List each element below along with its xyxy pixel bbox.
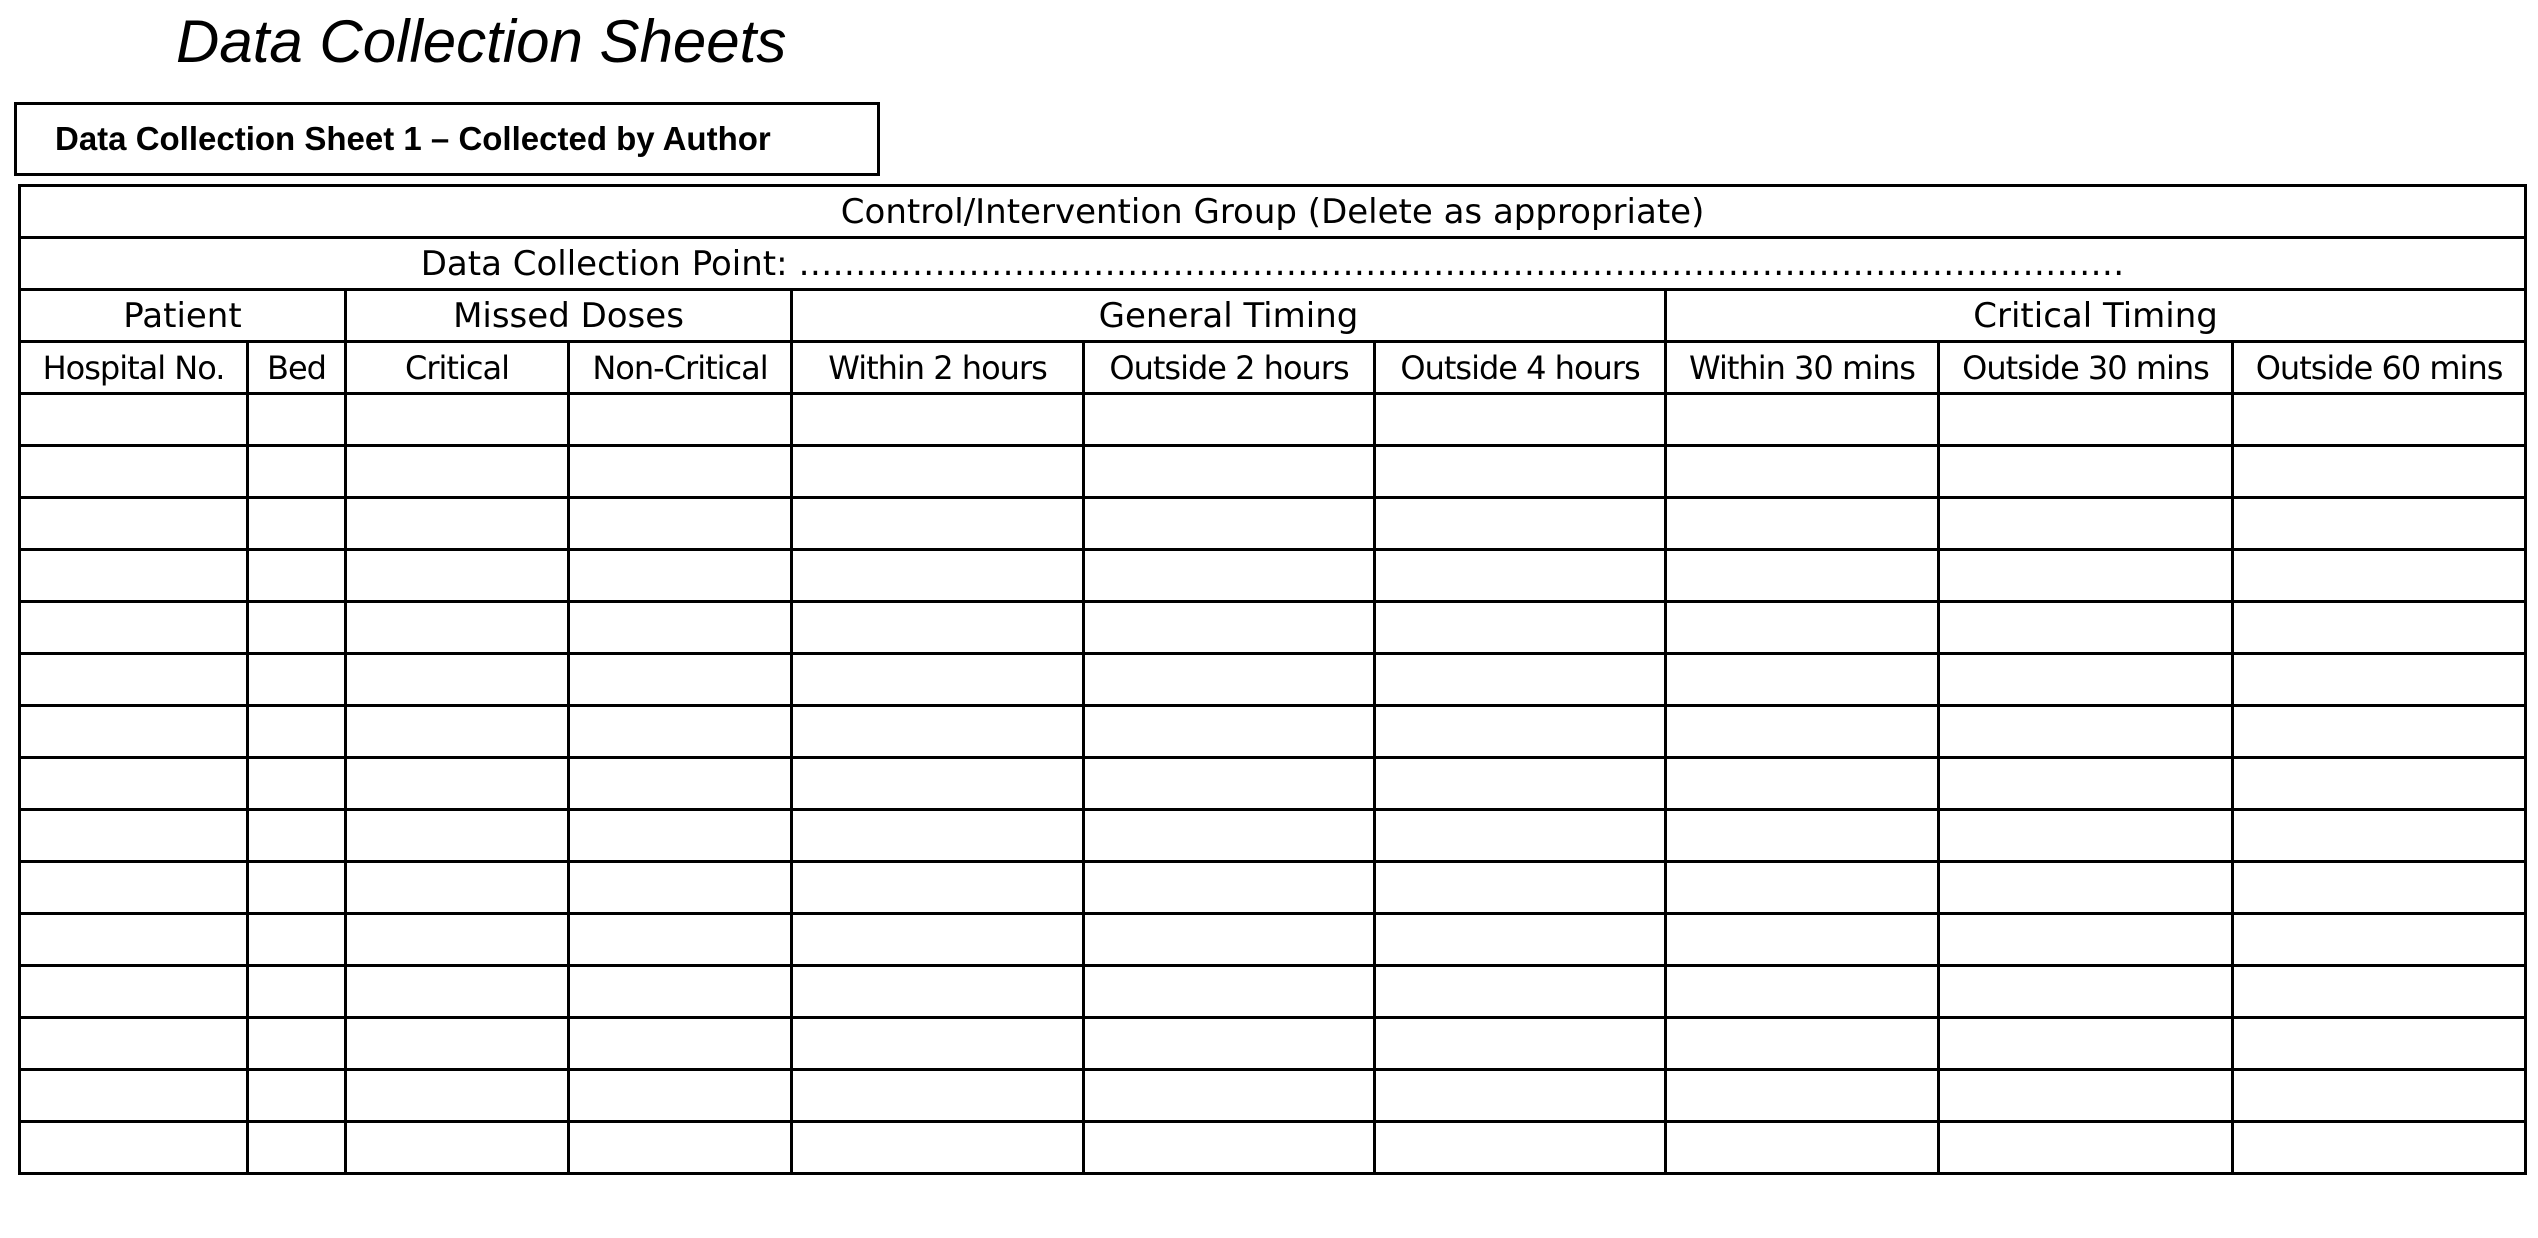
- entry-cell[interactable]: [1666, 914, 1939, 966]
- column-header-within-30-mins: Within 30 mins: [1666, 342, 1939, 394]
- entry-cell[interactable]: [569, 602, 792, 654]
- table-row: [20, 446, 2526, 498]
- entry-cell[interactable]: [792, 914, 1084, 966]
- entry-cell[interactable]: [1666, 810, 1939, 862]
- entry-cell[interactable]: [248, 810, 346, 862]
- entry-cell[interactable]: [1375, 810, 1666, 862]
- entry-cell[interactable]: [1375, 654, 1666, 706]
- entry-cell[interactable]: [2233, 966, 2526, 1018]
- entry-cell[interactable]: [1939, 862, 2233, 914]
- entry-cell[interactable]: [20, 1122, 248, 1174]
- entry-cell[interactable]: [2233, 914, 2526, 966]
- entry-cell[interactable]: [1666, 654, 1939, 706]
- entry-cell[interactable]: [1375, 550, 1666, 602]
- entry-cell[interactable]: [20, 758, 248, 810]
- entry-cell[interactable]: [346, 602, 569, 654]
- entry-cell[interactable]: [346, 1122, 569, 1174]
- entry-cell[interactable]: [1084, 1018, 1375, 1070]
- sheet-label-box: [14, 102, 880, 176]
- entry-cell[interactable]: [1666, 1122, 1939, 1174]
- entry-cell[interactable]: [2233, 550, 2526, 602]
- entry-cell[interactable]: [1375, 446, 1666, 498]
- entry-cell[interactable]: [2233, 1018, 2526, 1070]
- entry-cell[interactable]: [2233, 1122, 2526, 1174]
- entry-cell[interactable]: [1666, 706, 1939, 758]
- entry-cell[interactable]: [569, 758, 792, 810]
- entry-cell[interactable]: [1084, 550, 1375, 602]
- table-row: [20, 862, 2526, 914]
- entry-cell[interactable]: [1375, 758, 1666, 810]
- entry-cell[interactable]: [1084, 706, 1375, 758]
- entry-cell[interactable]: [248, 446, 346, 498]
- entry-cell[interactable]: [792, 446, 1084, 498]
- entry-cell[interactable]: [1375, 602, 1666, 654]
- entry-cell[interactable]: [1375, 862, 1666, 914]
- entry-cell[interactable]: [1375, 1070, 1666, 1122]
- entry-cell[interactable]: [20, 498, 248, 550]
- column-header-outside-2-hours: Outside 2 hours: [1084, 342, 1375, 394]
- entry-cell[interactable]: [248, 1018, 346, 1070]
- entry-cell[interactable]: [1666, 966, 1939, 1018]
- entry-cell[interactable]: [1939, 1018, 2233, 1070]
- column-header-hospital-no: Hospital No.: [20, 342, 248, 394]
- entry-cell[interactable]: [20, 862, 248, 914]
- entry-cell[interactable]: [1375, 706, 1666, 758]
- entry-cell[interactable]: [792, 654, 1084, 706]
- entry-cell[interactable]: [792, 1018, 1084, 1070]
- entry-cell[interactable]: [792, 1122, 1084, 1174]
- entry-cell[interactable]: [1375, 1018, 1666, 1070]
- entry-cell[interactable]: [792, 966, 1084, 1018]
- entry-cell[interactable]: [1939, 758, 2233, 810]
- entry-cell[interactable]: [792, 394, 1084, 446]
- entry-cell[interactable]: [569, 966, 792, 1018]
- entry-cell[interactable]: [569, 810, 792, 862]
- entry-cell[interactable]: [1666, 550, 1939, 602]
- column-header-outside-60-mins: Outside 60 mins: [2233, 342, 2526, 394]
- entry-cell[interactable]: [346, 654, 569, 706]
- entry-cell[interactable]: [1666, 394, 1939, 446]
- table-row: [20, 1122, 2526, 1174]
- entry-cell[interactable]: [2233, 446, 2526, 498]
- entry-cell[interactable]: [569, 706, 792, 758]
- entry-cell[interactable]: [2233, 602, 2526, 654]
- entry-cell[interactable]: [2233, 810, 2526, 862]
- entry-cell[interactable]: [2233, 394, 2526, 446]
- entry-cell[interactable]: [1939, 602, 2233, 654]
- entry-cell[interactable]: [1084, 758, 1375, 810]
- entry-cell[interactable]: [1939, 914, 2233, 966]
- entry-cell[interactable]: [20, 1018, 248, 1070]
- entry-cell[interactable]: [1084, 1070, 1375, 1122]
- entry-cell[interactable]: [1084, 602, 1375, 654]
- entry-cell[interactable]: [1375, 498, 1666, 550]
- entry-cell[interactable]: [248, 1122, 346, 1174]
- entry-cell[interactable]: [346, 446, 569, 498]
- entry-cell[interactable]: [1084, 654, 1375, 706]
- entry-cell[interactable]: [248, 498, 346, 550]
- entry-cell[interactable]: [792, 1070, 1084, 1122]
- collection-point-row: [20, 238, 2526, 290]
- entry-cell[interactable]: [792, 810, 1084, 862]
- entry-cell[interactable]: [1666, 758, 1939, 810]
- group-title-cell: Control/Intervention Group (Delete as appropriate): [20, 186, 2526, 238]
- entry-cell[interactable]: [346, 758, 569, 810]
- entry-cell[interactable]: [248, 758, 346, 810]
- entry-cell[interactable]: [346, 498, 569, 550]
- entry-cell[interactable]: [346, 914, 569, 966]
- data-collection-table: [18, 184, 2527, 1175]
- entry-cell[interactable]: [792, 602, 1084, 654]
- entry-cell[interactable]: [2233, 498, 2526, 550]
- entry-cell[interactable]: [1666, 498, 1939, 550]
- group-header-row: [20, 290, 2526, 342]
- entry-cell[interactable]: [2233, 758, 2526, 810]
- entry-cell[interactable]: [1084, 862, 1375, 914]
- table-row: [20, 914, 2526, 966]
- sheet-label: Data Collection Sheet 1 – Collected by Author: [55, 120, 771, 157]
- entry-cell[interactable]: [1666, 602, 1939, 654]
- entry-cell[interactable]: [346, 966, 569, 1018]
- entry-cell[interactable]: [1375, 1122, 1666, 1174]
- entry-cell[interactable]: [1084, 1122, 1375, 1174]
- table-body: [20, 186, 2526, 1174]
- entry-cell[interactable]: [20, 446, 248, 498]
- entry-cell[interactable]: [1939, 394, 2233, 446]
- entry-cell[interactable]: [1084, 498, 1375, 550]
- group-header-missed-doses: Missed Doses: [346, 290, 792, 342]
- column-header-bed: Bed: [248, 342, 346, 394]
- table-row: [20, 394, 2526, 446]
- entry-cell[interactable]: [20, 810, 248, 862]
- group-header-patient: Patient: [20, 290, 346, 342]
- entry-cell[interactable]: [1084, 394, 1375, 446]
- entry-cell[interactable]: [1666, 1018, 1939, 1070]
- entry-cell[interactable]: [1666, 446, 1939, 498]
- entry-cell[interactable]: [20, 966, 248, 1018]
- table-row: [20, 810, 2526, 862]
- entry-cell[interactable]: [248, 394, 346, 446]
- entry-cell[interactable]: [792, 862, 1084, 914]
- entry-cell[interactable]: [569, 654, 792, 706]
- entry-cell[interactable]: [248, 550, 346, 602]
- entry-cell[interactable]: [1666, 1070, 1939, 1122]
- column-header-outside-4-hours: Outside 4 hours: [1375, 342, 1666, 394]
- entry-cell[interactable]: [1084, 446, 1375, 498]
- entry-cell[interactable]: [1375, 966, 1666, 1018]
- table-row: [20, 758, 2526, 810]
- entry-cell[interactable]: [2233, 862, 2526, 914]
- entry-cell[interactable]: [20, 602, 248, 654]
- entry-cell[interactable]: [2233, 706, 2526, 758]
- entry-cell[interactable]: [1939, 446, 2233, 498]
- entry-cell[interactable]: [1939, 1122, 2233, 1174]
- table-row: [20, 654, 2526, 706]
- entry-cell[interactable]: [248, 602, 346, 654]
- entry-cell[interactable]: [20, 654, 248, 706]
- entry-cell[interactable]: [569, 394, 792, 446]
- entry-cell[interactable]: [248, 914, 346, 966]
- entry-cell[interactable]: [792, 550, 1084, 602]
- entry-cell[interactable]: [20, 394, 248, 446]
- collection-point-cell: Data Collection Point: ………………………………………………………………………………………………………: [20, 238, 2526, 290]
- entry-cell[interactable]: [346, 810, 569, 862]
- entry-cell[interactable]: [1375, 394, 1666, 446]
- entry-cell[interactable]: [346, 706, 569, 758]
- entry-cell[interactable]: [248, 1070, 346, 1122]
- entry-cell[interactable]: [346, 1070, 569, 1122]
- entry-cell[interactable]: [569, 498, 792, 550]
- entry-cell[interactable]: [569, 1122, 792, 1174]
- entry-cell[interactable]: [1084, 810, 1375, 862]
- entry-cell[interactable]: [569, 1070, 792, 1122]
- entry-cell[interactable]: [1939, 550, 2233, 602]
- entry-cell[interactable]: [1939, 810, 2233, 862]
- table-row: [20, 602, 2526, 654]
- entry-cell[interactable]: [569, 862, 792, 914]
- entry-cell[interactable]: [346, 862, 569, 914]
- table-row: [20, 706, 2526, 758]
- column-header-within-2-hours: Within 2 hours: [792, 342, 1084, 394]
- entry-cell[interactable]: [569, 1018, 792, 1070]
- entry-cell[interactable]: [1939, 1070, 2233, 1122]
- group-header-critical-timing: Critical Timing: [1666, 290, 2526, 342]
- entry-cell[interactable]: [792, 758, 1084, 810]
- entry-cell[interactable]: [1375, 914, 1666, 966]
- entry-cell[interactable]: [569, 446, 792, 498]
- entry-cell[interactable]: [346, 550, 569, 602]
- entry-cell[interactable]: [20, 706, 248, 758]
- entry-cell[interactable]: [1939, 498, 2233, 550]
- entry-cell[interactable]: [792, 706, 1084, 758]
- entry-cell[interactable]: [2233, 654, 2526, 706]
- entry-cell[interactable]: [1084, 914, 1375, 966]
- entry-cell[interactable]: [20, 914, 248, 966]
- entry-cell[interactable]: [248, 654, 346, 706]
- page-title: Data Collection Sheets: [176, 8, 787, 75]
- column-header-critical: Critical: [346, 342, 569, 394]
- entry-cell[interactable]: [1939, 654, 2233, 706]
- table-row: [20, 966, 2526, 1018]
- table-row: [20, 498, 2526, 550]
- table-row: [20, 1018, 2526, 1070]
- entry-cell[interactable]: [248, 706, 346, 758]
- entry-cell[interactable]: [248, 966, 346, 1018]
- entry-cell[interactable]: [346, 394, 569, 446]
- entry-cell[interactable]: [346, 1018, 569, 1070]
- group-title-row: [20, 186, 2526, 238]
- table-row: [20, 1070, 2526, 1122]
- column-header-row: [20, 342, 2526, 394]
- entry-cell[interactable]: [1939, 966, 2233, 1018]
- table-row: [20, 550, 2526, 602]
- entry-cell[interactable]: [2233, 1070, 2526, 1122]
- entry-cell[interactable]: [1666, 862, 1939, 914]
- entry-cell[interactable]: [20, 550, 248, 602]
- entry-cell[interactable]: [792, 498, 1084, 550]
- entry-cell[interactable]: [569, 914, 792, 966]
- group-header-general-timing: General Timing: [792, 290, 1666, 342]
- entry-cell[interactable]: [20, 1070, 248, 1122]
- entry-cell[interactable]: [1084, 966, 1375, 1018]
- column-header-non-critical: Non-Critical: [569, 342, 792, 394]
- entry-cell[interactable]: [569, 550, 792, 602]
- column-header-outside-30-mins: Outside 30 mins: [1939, 342, 2233, 394]
- entry-cell[interactable]: [248, 862, 346, 914]
- entry-cell[interactable]: [1939, 706, 2233, 758]
